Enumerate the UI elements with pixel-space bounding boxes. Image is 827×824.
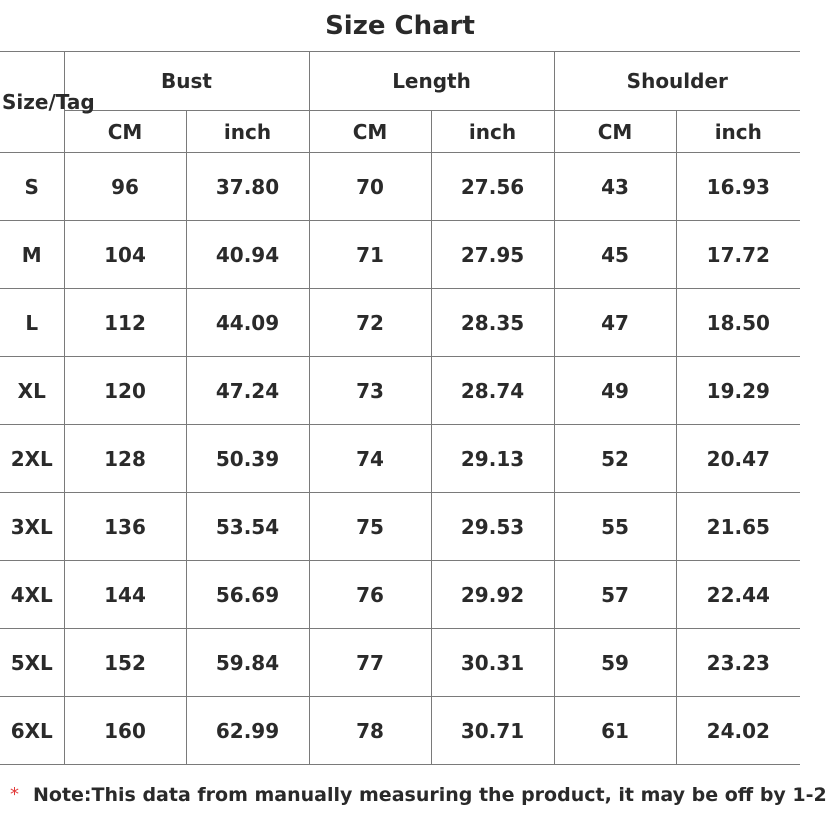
size-cell: 6XL <box>0 697 64 765</box>
shoulder-cm-cell: 49 <box>554 357 676 425</box>
length-cm-cell: 77 <box>309 629 431 697</box>
table-row <box>0 289 800 357</box>
bust-inch-cell: 44.09 <box>186 289 309 357</box>
unit-header: inch <box>186 111 309 153</box>
shoulder-cm-cell: 43 <box>554 153 676 221</box>
shoulder-cm-cell: 61 <box>554 697 676 765</box>
bust-inch-cell: 50.39 <box>186 425 309 493</box>
length-inch-cell: 28.35 <box>431 289 554 357</box>
table-row <box>0 357 800 425</box>
size-cell: S <box>0 153 64 221</box>
length-inch-cell: 29.92 <box>431 561 554 629</box>
size-cell: 2XL <box>0 425 64 493</box>
shoulder-inch-cell: 23.23 <box>676 629 800 697</box>
length-cm-cell: 78 <box>309 697 431 765</box>
shoulder-cm-cell: 55 <box>554 493 676 561</box>
shoulder-cm-cell: 59 <box>554 629 676 697</box>
bust-inch-cell: 37.80 <box>186 153 309 221</box>
bust-inch-cell: 47.24 <box>186 357 309 425</box>
size-tag-header: Size/Tag <box>0 52 64 153</box>
shoulder-header: Shoulder <box>554 52 800 111</box>
bust-cm-cell: 120 <box>64 357 186 425</box>
unit-header: inch <box>431 111 554 153</box>
unit-header: CM <box>64 111 186 153</box>
bust-inch-cell: 59.84 <box>186 629 309 697</box>
length-cm-cell: 75 <box>309 493 431 561</box>
table-row <box>0 221 800 289</box>
size-cell: L <box>0 289 64 357</box>
length-header: Length <box>309 52 554 111</box>
bust-inch-cell: 62.99 <box>186 697 309 765</box>
length-inch-cell: 29.13 <box>431 425 554 493</box>
asterisk-marker: * <box>10 784 19 805</box>
length-cm-cell: 72 <box>309 289 431 357</box>
bust-inch-cell: 53.54 <box>186 493 309 561</box>
shoulder-inch-cell: 20.47 <box>676 425 800 493</box>
unit-header: inch <box>676 111 800 153</box>
bust-cm-cell: 152 <box>64 629 186 697</box>
bust-cm-cell: 128 <box>64 425 186 493</box>
shoulder-inch-cell: 17.72 <box>676 221 800 289</box>
shoulder-inch-cell: 19.29 <box>676 357 800 425</box>
size-cell: 5XL <box>0 629 64 697</box>
shoulder-cm-cell: 52 <box>554 425 676 493</box>
bust-cm-cell: 160 <box>64 697 186 765</box>
bust-inch-cell: 56.69 <box>186 561 309 629</box>
size-cell: 3XL <box>0 493 64 561</box>
shoulder-cm-cell: 45 <box>554 221 676 289</box>
bust-header: Bust <box>64 52 309 111</box>
table-row <box>0 153 800 221</box>
bust-inch-cell: 40.94 <box>186 221 309 289</box>
unit-header: CM <box>554 111 676 153</box>
length-inch-cell: 29.53 <box>431 493 554 561</box>
length-inch-cell: 30.31 <box>431 629 554 697</box>
table-row <box>0 629 800 697</box>
shoulder-inch-cell: 22.44 <box>676 561 800 629</box>
length-inch-cell: 27.95 <box>431 221 554 289</box>
length-inch-cell: 28.74 <box>431 357 554 425</box>
shoulder-cm-cell: 57 <box>554 561 676 629</box>
length-cm-cell: 70 <box>309 153 431 221</box>
shoulder-inch-cell: 16.93 <box>676 153 800 221</box>
shoulder-cm-cell: 47 <box>554 289 676 357</box>
shoulder-inch-cell: 18.50 <box>676 289 800 357</box>
length-cm-cell: 73 <box>309 357 431 425</box>
chart-title: Size Chart <box>0 0 800 52</box>
size-cell: XL <box>0 357 64 425</box>
bust-cm-cell: 112 <box>64 289 186 357</box>
bust-cm-cell: 104 <box>64 221 186 289</box>
length-cm-cell: 74 <box>309 425 431 493</box>
length-inch-cell: 27.56 <box>431 153 554 221</box>
length-cm-cell: 71 <box>309 221 431 289</box>
note-text: Note:This data from manually measuring the product, it may be off by 1-2 <box>33 783 827 806</box>
size-cell: M <box>0 221 64 289</box>
length-inch-cell: 30.71 <box>431 697 554 765</box>
table-row <box>0 561 800 629</box>
bust-cm-cell: 136 <box>64 493 186 561</box>
length-cm-cell: 76 <box>309 561 431 629</box>
size-cell: 4XL <box>0 561 64 629</box>
bust-cm-cell: 144 <box>64 561 186 629</box>
shoulder-inch-cell: 21.65 <box>676 493 800 561</box>
unit-header: CM <box>309 111 431 153</box>
bust-cm-cell: 96 <box>64 153 186 221</box>
table-row <box>0 493 800 561</box>
measurement-note <box>0 764 827 824</box>
shoulder-inch-cell: 24.02 <box>676 697 800 765</box>
size-table <box>0 52 800 765</box>
table-row <box>0 425 800 493</box>
table-row <box>0 697 800 765</box>
